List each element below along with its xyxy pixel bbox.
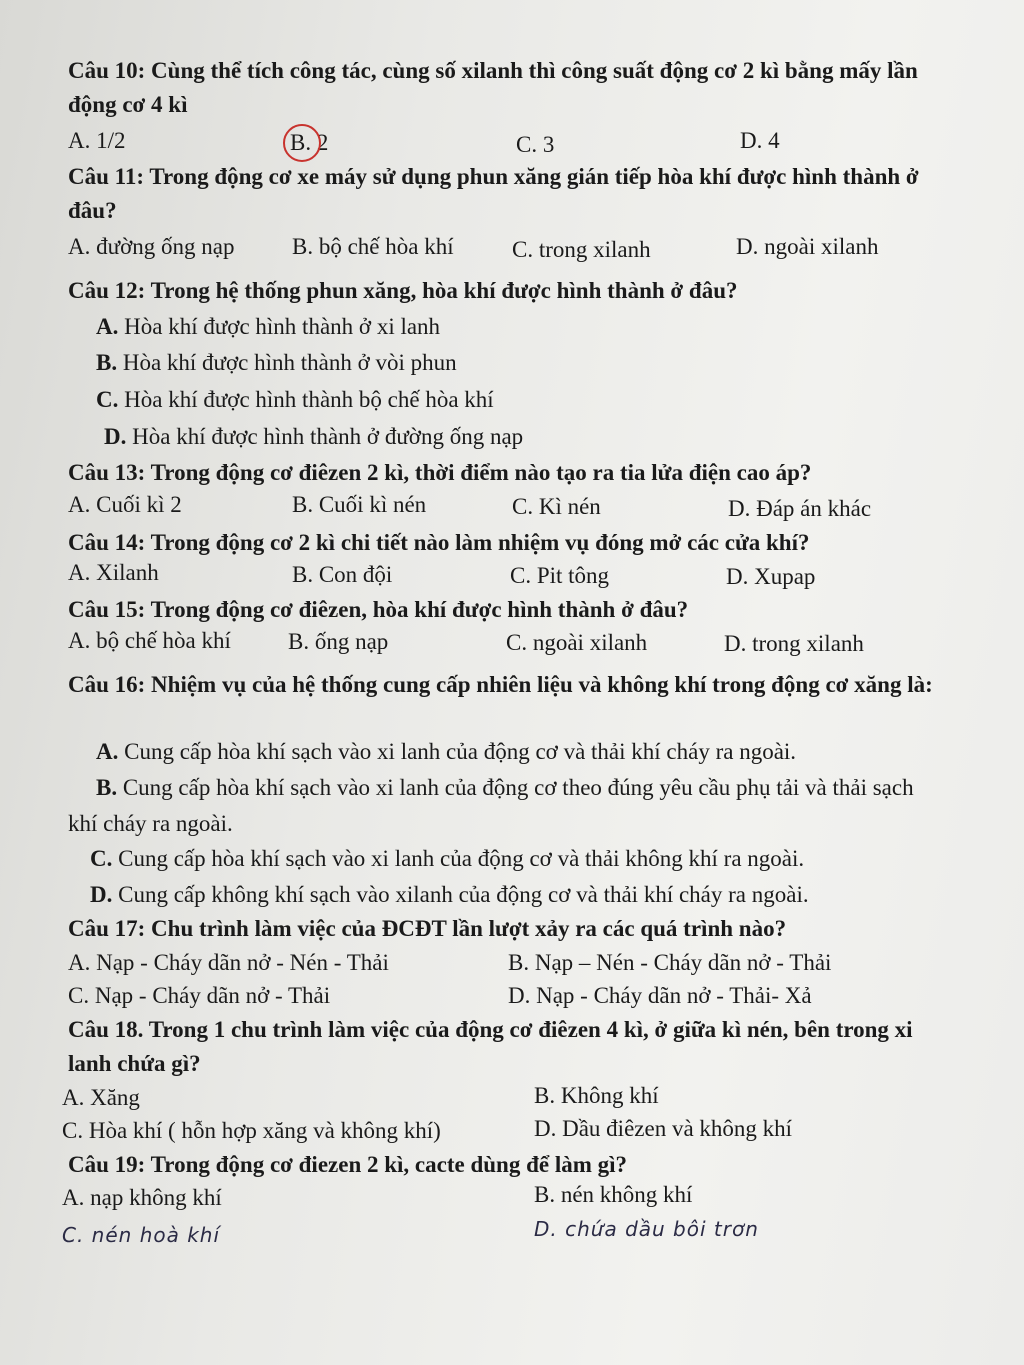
q10-option-c: C. 3 xyxy=(516,132,555,157)
q11-option-b: B. bộ chế hòa khí xyxy=(292,234,454,259)
q13-option-b: B. Cuối kì nén xyxy=(292,492,427,517)
question-11: Câu 11: Trong động cơ xe máy sử dụng phun xăng gián tiếp hòa khí được hình thành ở đâu? xyxy=(68,164,919,223)
answer-circle-mark xyxy=(283,124,321,162)
question-19: Câu 19: Trong động cơ điezen 2 kì, cacte dùng để làm gì? xyxy=(68,1152,628,1177)
q18-option-a: A. Xăng xyxy=(62,1085,140,1110)
q17-option-b: B. Nạp – Nén - Cháy dãn nở - Thải xyxy=(508,950,832,975)
q10-option-a: A. 1/2 xyxy=(68,128,126,153)
q12-option-c: C. Hòa khí được hình thành bộ chế hòa khí xyxy=(96,387,494,412)
q14-option-c: C. Pit tông xyxy=(510,563,610,588)
q15-option-b: B. ống nạp xyxy=(288,629,389,654)
question-18: Câu 18. Trong 1 chu trình làm việc của động cơ điêzen 4 kì, ở giữa kì nén, bên trong xi lanh chứa gì? xyxy=(68,1017,913,1076)
q17-option-a: A. Nạp - Cháy dãn nở - Nén - Thải xyxy=(68,950,389,975)
q18-option-b: B. Không khí xyxy=(534,1083,659,1108)
q16-option-d: D. Cung cấp không khí sạch vào xilanh của động cơ và thải khí cháy ra ngoài. xyxy=(90,882,809,907)
q13-option-c: C. Kì nén xyxy=(512,494,601,519)
question-16: Câu 16: Nhiệm vụ của hệ thống cung cấp nhiên liệu và không khí trong động cơ xăng là: xyxy=(68,672,933,697)
q16-option-c: C. Cung cấp hòa khí sạch vào xi lanh của động cơ và thải không khí ra ngoài. xyxy=(90,846,805,871)
q18-option-c: C. Hòa khí ( hỗn hợp xăng và không khí) xyxy=(62,1118,441,1143)
question-14: Câu 14: Trong động cơ 2 kì chi tiết nào làm nhiệm vụ đóng mở các cửa khí? xyxy=(68,530,810,555)
q19-handwritten-option-d: D. chứa dầu bôi trơn xyxy=(534,1217,759,1241)
q17-option-c: C. Nạp - Cháy dãn nở - Thải xyxy=(68,983,331,1008)
q14-option-a: A. Xilanh xyxy=(68,560,159,585)
question-15: Câu 15: Trong động cơ điêzen, hòa khí được hình thành ở đâu? xyxy=(68,597,689,622)
question-12: Câu 12: Trong hệ thống phun xăng, hòa khí được hình thành ở đâu? xyxy=(68,278,738,303)
q12-option-a: A. Hòa khí được hình thành ở xi lanh xyxy=(96,314,441,339)
q15-option-a: A. bộ chế hòa khí xyxy=(68,628,231,653)
q10-option-d: D. 4 xyxy=(740,128,780,153)
q15-option-c: C. ngoài xilanh xyxy=(506,630,648,655)
q13-option-a: A. Cuối kì 2 xyxy=(68,492,182,517)
q12-option-b: B. Hòa khí được hình thành ở vòi phun xyxy=(96,350,457,375)
q11-option-a: A. đường ống nạp xyxy=(68,234,235,259)
question-13: Câu 13: Trong động cơ điêzen 2 kì, thời điểm nào tạo ra tia lửa điện cao áp? xyxy=(68,460,812,485)
q16-option-a: A. Cung cấp hòa khí sạch vào xi lanh của động cơ và thải khí cháy ra ngoài. xyxy=(96,739,797,764)
q18-option-d: D. Dầu điêzen và không khí xyxy=(534,1116,793,1141)
q12-option-d: D. Hòa khí được hình thành ở đường ống nạp xyxy=(104,424,524,449)
q10-option-b: B. 2 xyxy=(290,130,329,155)
q15-option-d: D. trong xilanh xyxy=(724,631,864,656)
q19-option-a: A. nạp không khí xyxy=(62,1185,222,1210)
question-10: Câu 10: Cùng thể tích công tác, cùng số xilanh thì công suất động cơ 2 kì bằng mấy lần động cơ 4 kì xyxy=(68,58,918,117)
q11-option-d: D. ngoài xilanh xyxy=(736,234,879,259)
q19-handwritten-option-c: C. nén hoà khí xyxy=(62,1223,221,1247)
q19-option-b: B. nén không khí xyxy=(534,1182,693,1207)
question-17: Câu 17: Chu trình làm việc của ĐCĐT lần lượt xảy ra các quá trình nào? xyxy=(68,916,787,941)
q16-option-b: B. Cung cấp hòa khí sạch vào xi lanh của động cơ theo đúng yêu cầu phụ tải và thải sạch khí cháy ra ngoài. xyxy=(68,775,914,836)
q11-option-c: C. trong xilanh xyxy=(512,237,651,262)
q13-option-d: D. Đáp án khác xyxy=(728,496,872,521)
q14-option-d: D. Xupap xyxy=(726,564,816,589)
q14-option-b: B. Con đội xyxy=(292,562,393,587)
q17-option-d: D. Nạp - Cháy dãn nở - Thải- Xả xyxy=(508,983,812,1008)
